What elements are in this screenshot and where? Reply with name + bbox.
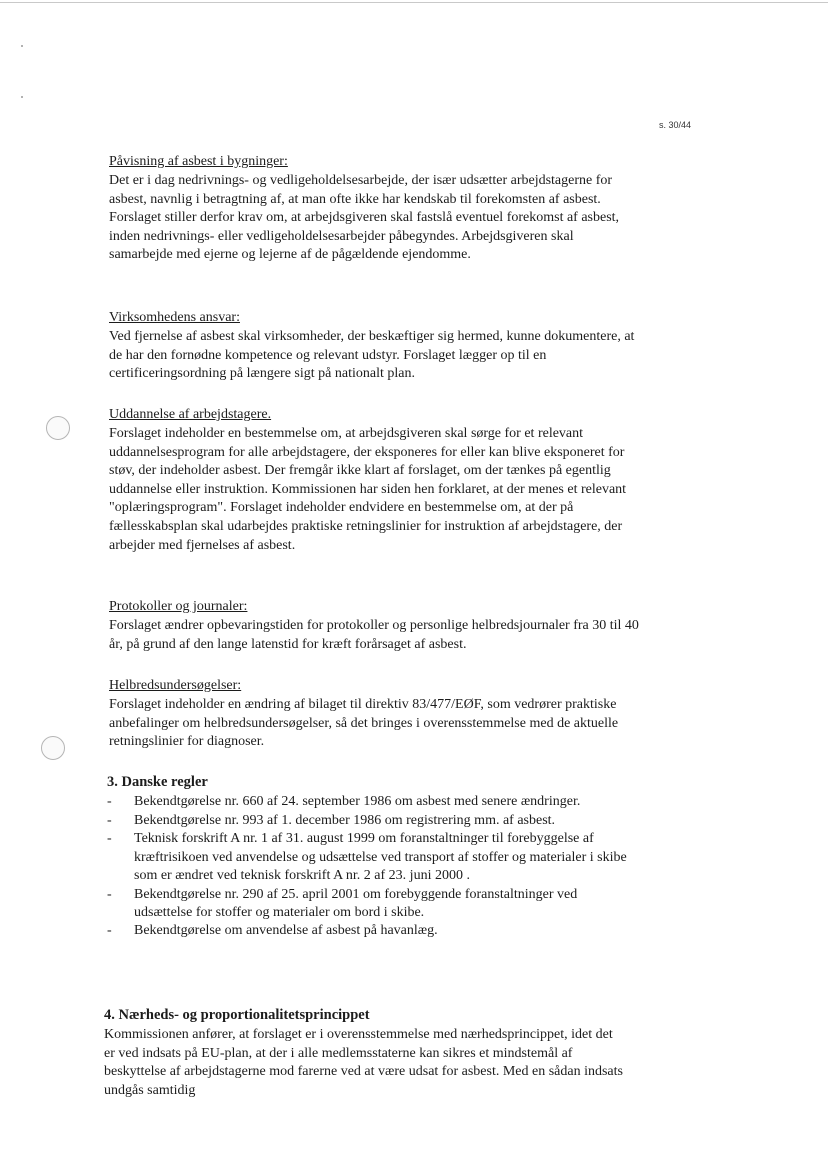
scan-edge-line bbox=[0, 2, 828, 3]
regulations-list bbox=[107, 793, 637, 941]
list-item: - Bekendtgørelse om anvendelse af asbest på havanlæg. bbox=[107, 923, 438, 939]
section-danish-rules bbox=[107, 773, 637, 941]
section-health-examinations bbox=[109, 677, 639, 752]
section-heading: Virksomhedens ansvar: bbox=[109, 310, 240, 325]
section-company-responsibility bbox=[109, 309, 639, 384]
section-asbestos-detection bbox=[109, 153, 639, 265]
section-heading: Helbredsundersøgelser: bbox=[109, 678, 242, 693]
section-paragraph: Kommissionen anfører, at forslaget er i overensstemmelse med nærhedsprincippet, idet det er ved indsats på EU-plan, at der i alle medlemsstaterne kan sikres et mindstemål af beskyttelse af arbejdstagerne mod farerne ved at være udsat for asbest. Med en sådan indsats undgås samtidig bbox=[104, 1027, 623, 1098]
section-paragraph: Ved fjernelse af asbest skal virksomheder, der beskæftiger sig hermed, kunne dokumentere, at de har den fornødne kompetence og relevant udstyr. Forslaget lægger op til en certificeringsordning på længere sigt på nationalt plan. bbox=[109, 329, 635, 382]
scan-speck bbox=[21, 45, 23, 47]
section-paragraph: Det er i dag nedrivnings- og vedligeholdelsesarbejde, der især udsætter arbejdstagerne for asbest, navnlig i betragtning af, at man ofte ikke har kendskab til forekomsten af asbest. Forslaget stiller derfor krav om, at arbejdsgiveren skal fastslå eventuel forekomst af asbest, inden nedrivnings- eller vedligeholdelsesarbejder påbegyndes. Arbejdsgiveren skal samarbejde med ejerne og lejerne af de pågældende ejendomme. bbox=[109, 173, 620, 263]
list-item: - Bekendtgørelse nr. 290 af 25. april 2001 om forebyggende foranstaltninger ved udsættelse for stoffer og materialer om bord i skibe. bbox=[107, 886, 578, 920]
section-heading: Påvisning af asbest i bygninger: bbox=[109, 154, 288, 169]
punch-hole-icon bbox=[46, 416, 70, 440]
section-heading: Protokoller og journaler: bbox=[109, 599, 248, 614]
section-paragraph: Forslaget indeholder en ændring af bilaget til direktiv 83/477/EØF, som vedrører praktiske anbefalinger om helbredsundersøgelser, så det bringes i overensstemmelse med de aktuelle retningslinier for diagnoser. bbox=[109, 697, 619, 750]
section-subsidiarity-proportionality bbox=[104, 1006, 624, 1100]
section-paragraph: Forslaget indeholder en bestemmelse om, at arbejdsgiveren skal sørge for et relevant uddannelsesprogram for alle arbejdstagere, der eksponeres for eller kan blive eksponeret for støv, der indeholder asbest. Der fremgår ikke klart af forslaget, om der tænkes på egentlig uddannelse eller instruktion. Kommissionen har siden hen forklaret, at der menes et relevant "oplæringsprogram". Forslaget indeholder endvidere en bestemmelse om, at der på fællesskabsplan skal udarbejdes praktiske retningslinier for instruktion af arbejdstagere, der arbejder med fjernelses af asbest. bbox=[109, 426, 627, 553]
list-item: - Teknisk forskrift A nr. 1 af 31. august 1999 om foranstaltninger til forebyggelse af kræftrisikoen ved anvendelse og udsættelse ved transport af stoffer og materialer i skibe som er ændret ved teknisk forskrift A nr. 2 af 23. juni 2000 . bbox=[107, 831, 627, 883]
section-heading: Uddannelse af arbejdstagere. bbox=[109, 407, 272, 422]
section-worker-training bbox=[109, 406, 639, 555]
scan-speck bbox=[21, 96, 23, 98]
section-records-journals bbox=[109, 598, 639, 654]
section-paragraph: Forslaget ændrer opbevaringstiden for protokoller og personlige helbredsjournaler fra 30 til 40 år, på grund af den lange latenstid for kræft forårsaget af asbest. bbox=[109, 618, 639, 652]
section-title: 4. Nærheds- og proportionalitetsprincippet bbox=[104, 1007, 370, 1023]
punch-hole-icon bbox=[41, 736, 65, 760]
list-item: - Bekendtgørelse nr. 993 af 1. december 1986 om registrering mm. af asbest. bbox=[107, 812, 556, 828]
page-number: s. 30/44 bbox=[659, 120, 692, 130]
list-item: - Bekendtgørelse nr. 660 af 24. september 1986 om asbest med senere ændringer. bbox=[107, 794, 581, 809]
section-title: 3. Danske regler bbox=[107, 774, 208, 790]
